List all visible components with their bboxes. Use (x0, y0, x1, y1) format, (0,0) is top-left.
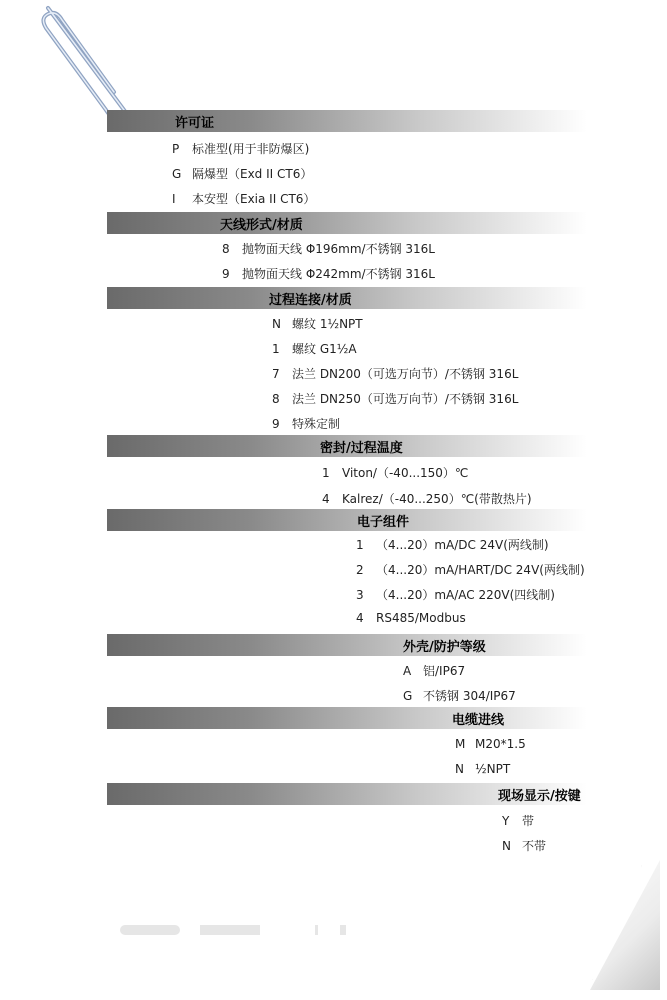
list-item: I 本安型（Exia II CT6） (172, 192, 316, 206)
list-item: 3 （4...20）mA/AC 220V(四线制) (356, 588, 555, 602)
list-item: 9 特殊定制 (272, 417, 341, 431)
list-item: 2 （4...20）mA/HART/DC 24V(两线制) (356, 563, 585, 577)
list-item: A 铝/IP67 (403, 664, 466, 678)
section-title: 外壳/防护等级 (403, 640, 486, 655)
list-item: G 不锈钢 304/IP67 (403, 689, 516, 703)
section-title: 过程连接/材质 (269, 293, 352, 308)
section-title: 现场显示/按键 (498, 789, 581, 804)
list-item: G 隔爆型（Exd II CT6） (172, 167, 313, 181)
section-bar-license (107, 110, 587, 132)
list-item: 9 抛物面天线 Φ242mm/不锈钢 316L (222, 267, 435, 281)
list-item: Y 带 (502, 814, 535, 828)
section-bar-electronics (107, 509, 587, 531)
section-bar-seal-temperature (107, 435, 587, 457)
list-item: 1 （4...20）mA/DC 24V(两线制) (356, 538, 549, 552)
section-bar-housing (107, 634, 587, 656)
list-item: 8 法兰 DN250（可选万向节）/不锈钢 316L (272, 392, 519, 406)
list-item: N 不带 (502, 839, 547, 853)
section-bar-display (107, 783, 587, 805)
section-title: 天线形式/材质 (220, 218, 303, 233)
section-bar-process-connection (107, 287, 587, 309)
list-item: M M20*1.5 (455, 737, 526, 751)
list-item: N 螺纹 1½NPT (272, 317, 363, 331)
faded-mark (315, 925, 318, 935)
section-title: 许可证 (175, 116, 215, 131)
section-title: 密封/过程温度 (320, 441, 403, 456)
section-bar-antenna (107, 212, 587, 234)
list-item: P 标准型(用于非防爆区) (172, 142, 310, 156)
section-title: 电子组件 (357, 515, 410, 530)
faded-mark (340, 925, 346, 935)
section-title: 电缆进线 (452, 713, 505, 728)
list-item: 4 Kalrez/（-40...250）℃(带散热片) (322, 492, 532, 506)
list-item: N ½NPT (455, 762, 511, 776)
section-bar-cable-entry (107, 707, 587, 729)
list-item: 7 法兰 DN200（可选万向节）/不锈钢 316L (272, 367, 519, 381)
list-item: 4 RS485/Modbus (356, 611, 466, 625)
faded-mark (120, 925, 180, 935)
list-item: 1 Viton/（-40...150）℃ (322, 466, 469, 480)
paperclip-icon (28, 0, 138, 120)
list-item: 8 抛物面天线 Φ196mm/不锈钢 316L (222, 242, 435, 256)
list-item: 1 螺纹 G1½A (272, 342, 357, 356)
faded-mark (200, 925, 260, 935)
